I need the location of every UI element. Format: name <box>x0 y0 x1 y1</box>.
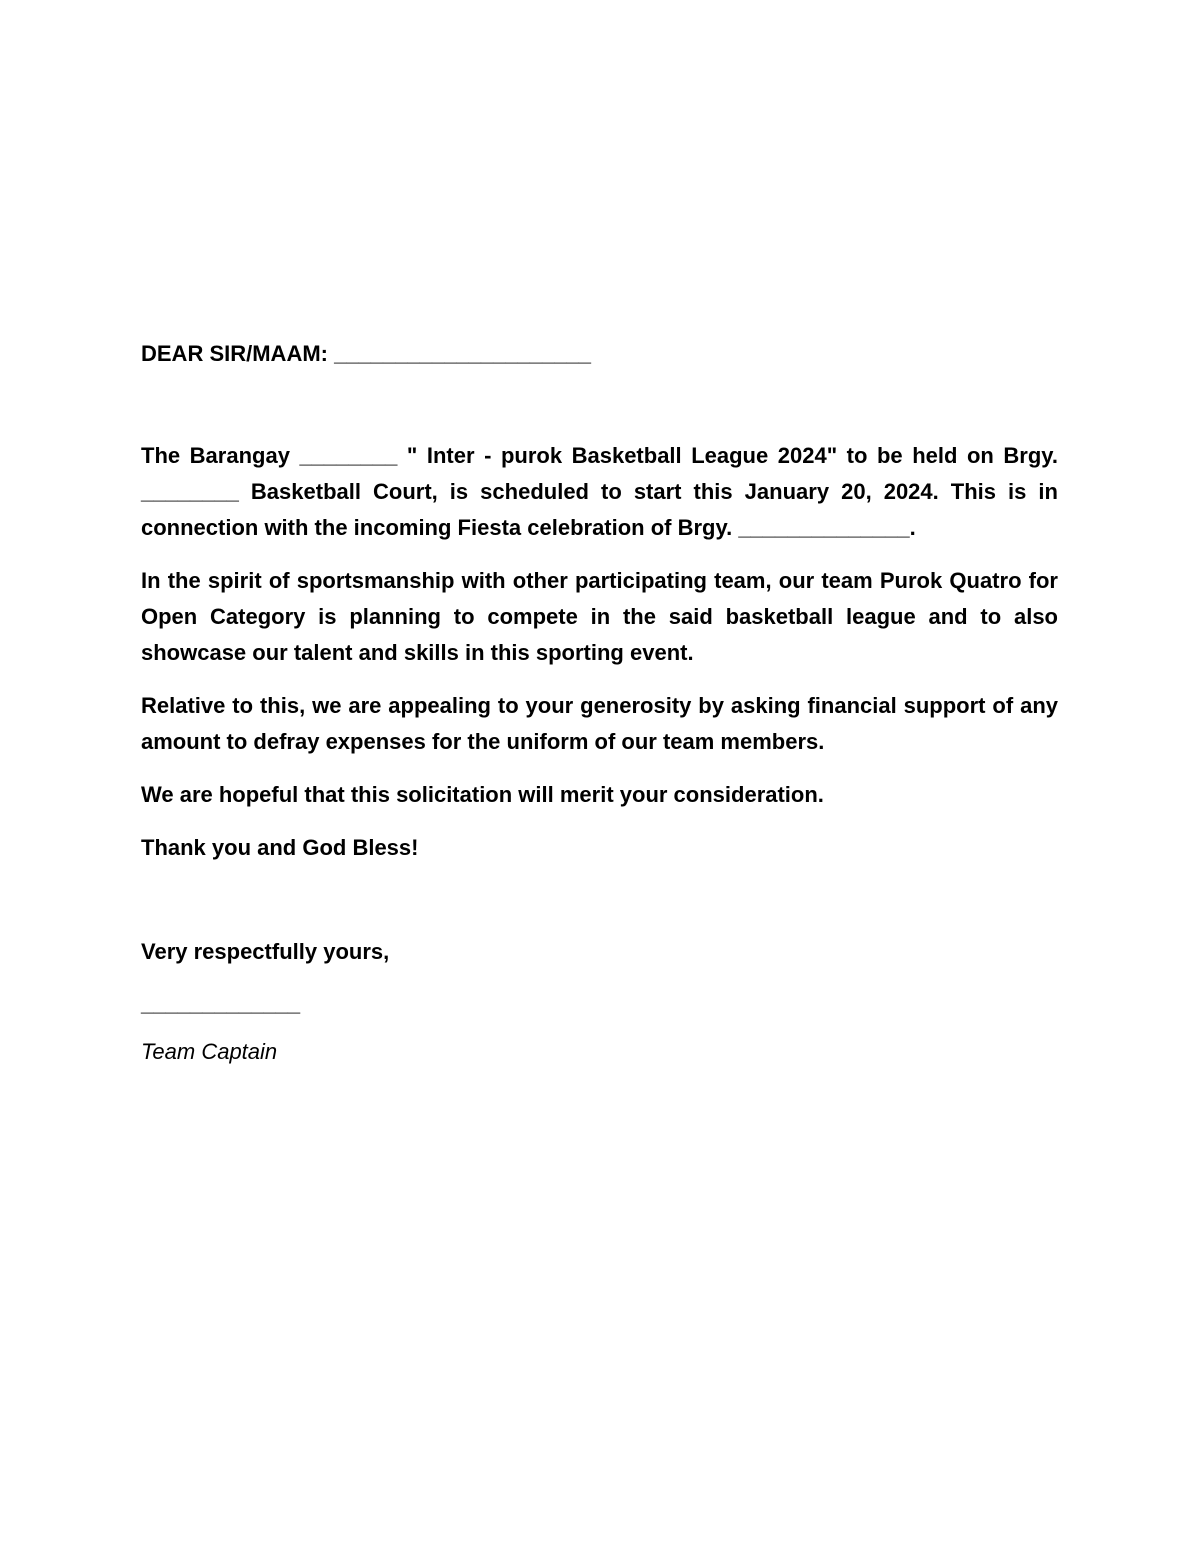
signature-line: _____________ <box>141 991 301 1016</box>
paragraph-hope: We are hopeful that this solicitation will merit your consideration. <box>141 782 824 807</box>
signer-title: Team Captain <box>141 1039 278 1064</box>
salutation: DEAR SIR/MAAM: _____________________ <box>141 341 592 366</box>
paragraph-thanks: Thank you and God Bless! <box>141 835 419 860</box>
solicitation-letter <box>141 336 1058 1070</box>
paragraph-event-details: The Barangay ________ " Inter - purok Basketball League 2024" to be held on Brgy. ________ Basketball Court, is scheduled to start this January 20, 2024. This is in connection with the incoming Fiesta celebration of Brgy. ______________. <box>141 443 1058 540</box>
closing: Very respectfully yours, <box>141 939 390 964</box>
paragraph-team-intent: In the spirit of sportsmanship with other participating team, our team Purok Quatro for Open Category is planning to compete in the said basketball league and to also showcase our talent and skills in this sporting event. <box>141 568 1058 665</box>
paragraph-request: Relative to this, we are appealing to your generosity by asking financial support of any amount to defray expenses for the uniform of our team members. <box>141 693 1058 754</box>
